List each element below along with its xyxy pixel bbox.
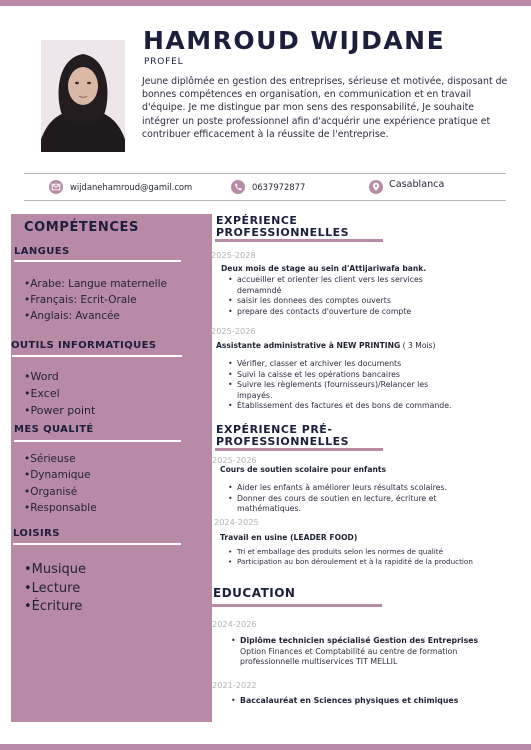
language-item: • Français: Ecrit-Orale — [24, 292, 167, 308]
hobbies-divider — [13, 543, 181, 545]
it-tool-item: • Power point — [24, 402, 95, 419]
education-degree: • Diplôme technicien spécialisé Gestion des Entreprises — [240, 636, 479, 645]
job-bullet: • Tri et emballage des produits selon les normes de qualité — [225, 547, 475, 557]
location-pin-icon — [369, 180, 383, 194]
top-accent-bar — [0, 0, 531, 6]
candidate-name: HAMROUD WIJDANE — [143, 26, 446, 55]
job-bullets — [225, 275, 490, 317]
hobbies-heading: LOISIRS — [13, 528, 60, 539]
job-title: Deux mois de stage au sein d'Attijariwafa bank. — [221, 264, 427, 273]
qualities-divider — [14, 440, 181, 442]
experience-title: EXPÉRIENCE PROFESSIONNELLES — [216, 214, 350, 239]
profile-subtitle: PROFEL — [144, 57, 184, 67]
profile-photo — [41, 40, 125, 152]
it-tools-divider — [12, 355, 182, 357]
pre-experience-underline — [215, 448, 383, 451]
experience-underline — [215, 239, 383, 242]
education-description: Option Finances et Comptabilité au centre de formation professionnelle multiservices TIT MELLIL — [240, 646, 458, 667]
job-bullet: • Donner des cours de soutien en lecture, écriture et mathématiques. — [225, 494, 490, 515]
job-bullet: • saisir les donnees des comptes ouverts — [225, 296, 490, 307]
hobbies-list — [24, 561, 86, 617]
job-title: Travail en usine (LEADER FOOD) — [220, 533, 358, 542]
quality-item: • Organisé — [24, 484, 97, 500]
job-date: 2025-2028 — [211, 250, 256, 260]
hobby-item: • Lecture — [24, 580, 86, 599]
city-text: Casablanca — [389, 179, 445, 190]
quality-item: • Responsable — [24, 500, 97, 516]
email-icon — [49, 180, 63, 194]
profile-summary: Jeune diplômée en gestion des entreprises, sérieuse et motivée, disposant de bonnes compétences en organisation, en communication et en travail d'équipe. Je me distingue par mon sens des responsabilité, Je souhaite intégrer un poste professionnel afin d'acquérir une expérience pratique et contribuer efficacement à la réussite de l'entreprise. — [142, 76, 508, 140]
job-date: 2024-2025 — [214, 517, 259, 527]
it-tool-item: • Excel — [24, 385, 95, 402]
quality-item: • Dynamique — [24, 467, 97, 483]
education-underline — [212, 604, 382, 607]
job-bullets — [225, 359, 500, 412]
job-date: 2025-2026 — [212, 455, 257, 465]
education-item — [228, 696, 498, 707]
contact-top-divider — [24, 173, 506, 174]
qualities-heading: MES QUALITÉ — [14, 424, 94, 435]
job-bullet: • prepare des contacts d'ouverture de compte — [225, 307, 490, 318]
education-date: 2024-2026 — [212, 619, 257, 629]
phone-icon — [231, 180, 245, 194]
job-bullets — [225, 483, 490, 515]
job-bullet: • accueiller et orienter les client vers les services demamndé — [225, 275, 490, 296]
email-text[interactable]: wijdanehamroud@gamil.com — [70, 182, 193, 192]
education-degree: • Baccalauréat en Sciences physiques et chimiques — [240, 696, 459, 705]
hobby-item: • Écriture — [24, 598, 86, 617]
it-tools-heading: OUTILS INFORMATIQUES — [11, 340, 157, 351]
job-bullet: • Établissement des factures et des bons de commande. — [225, 401, 500, 412]
job-bullet: • Vérifier, classer et archiver les documents — [225, 359, 500, 370]
job-title: Assistante administrative à NEW PRINTING ( 3 Mois) — [216, 341, 436, 350]
education-entry — [228, 636, 498, 668]
education-entry — [228, 696, 498, 707]
education-title: EDUCATION — [213, 586, 296, 600]
job-bullet: • Suivi la caisse et les opérations bancaires — [225, 370, 500, 381]
languages-list — [24, 276, 167, 324]
contact-bottom-divider — [24, 200, 506, 201]
phone-text[interactable]: 0637972877 — [252, 182, 306, 192]
quality-item: • Sérieuse — [24, 451, 97, 467]
hobby-item: • Musique — [24, 561, 86, 580]
job-bullet: • Aider les enfants à améliorer leurs résultats scolaires. — [225, 483, 490, 494]
education-date: 2021-2022 — [212, 680, 257, 690]
education-item — [228, 636, 498, 668]
it-tool-item: • Word — [24, 368, 95, 385]
job-bullets — [225, 547, 475, 567]
job-bullet: • Suivre les règlements (fournisseurs)/Relancer les impayés. — [225, 380, 500, 401]
bottom-accent-bar — [0, 744, 531, 750]
job-title: Cours de soutien scolaire pour enfants — [220, 465, 387, 474]
skills-title: COMPÉTENCES — [24, 220, 139, 235]
languages-divider — [14, 260, 181, 262]
language-item: • Arabe: Langue maternelle — [24, 276, 167, 292]
languages-heading: LANGUES — [14, 246, 70, 257]
it-tools-list — [24, 368, 95, 419]
job-date: 2025-2026 — [211, 326, 256, 336]
job-bullet: • Participation au bon déroulement et à la rapidité de la production — [225, 557, 475, 567]
qualities-list — [24, 451, 97, 516]
pre-experience-title: EXPÉRIENCE PRÉ- PROFESSIONNELLES — [216, 423, 350, 448]
language-item: • Anglais: Avancée — [24, 308, 167, 324]
